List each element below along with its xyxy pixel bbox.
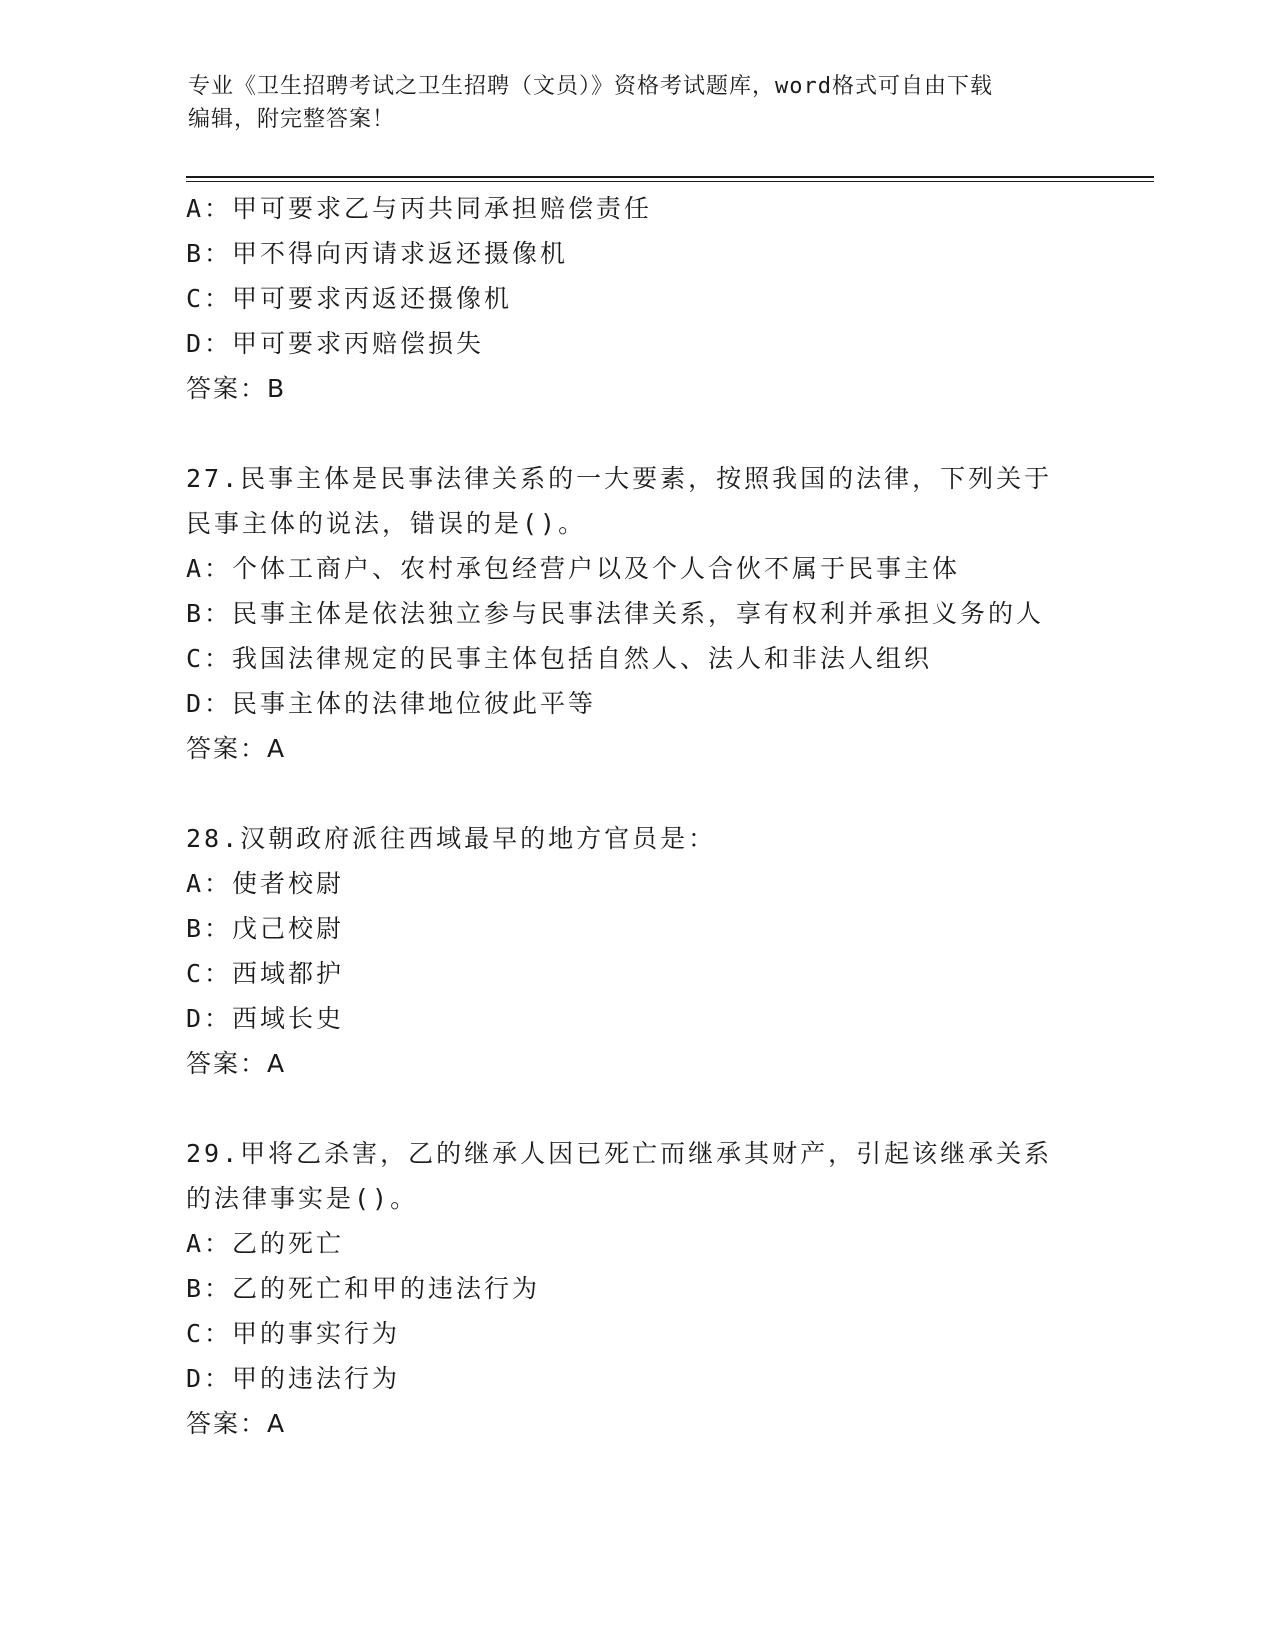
q27-option-d: D：民事主体的法律地位彼此平等: [186, 689, 597, 718]
header-divider-thin: [186, 181, 1154, 182]
q27-answer: 答案：A: [186, 734, 287, 763]
q28-option-b: B：戊己校尉: [186, 914, 345, 943]
q26-answer: 答案：B: [186, 374, 287, 403]
q26-option-b: B：甲不得向丙请求返还摄像机: [186, 239, 569, 268]
q28-option-d: D：西域长史: [186, 1004, 345, 1033]
q28-stem-line-1: 28.汉朝政府派往西域最早的地方官员是：: [186, 824, 717, 853]
q29-answer: 答案：A: [186, 1409, 287, 1438]
q27-stem-line-2: 民事主体的说法，错误的是()。: [186, 509, 587, 538]
q28-option-c: C：西域都护: [186, 959, 345, 988]
question-26: [186, 186, 1086, 411]
document-header: [188, 70, 1068, 136]
q27-option-c: C：我国法律规定的民事主体包括自然人、法人和非法人组织: [186, 644, 933, 673]
spacer: [186, 411, 1086, 456]
q29-stem-line-1: 29.甲将乙杀害，乙的继承人因已死亡而继承其财产，引起该继承关系: [186, 1139, 1053, 1168]
question-29: [186, 1131, 1086, 1446]
q29-option-b: B：乙的死亡和甲的违法行为: [186, 1274, 541, 1303]
spacer: [186, 771, 1086, 816]
header-line-1: 专业《卫生招聘考试之卫生招聘（文员）》资格考试题库，word格式可自由下载: [188, 74, 993, 99]
header-divider-thick: [186, 176, 1154, 178]
question-27: [186, 456, 1086, 771]
q27-option-b: B：民事主体是依法独立参与民事法律关系，享有权利并承担义务的人: [186, 599, 1045, 628]
q29-option-a: A：乙的死亡: [186, 1229, 345, 1258]
header-line-2: 编辑，附完整答案！: [188, 107, 396, 132]
q26-option-c: C：甲可要求丙返还摄像机: [186, 284, 513, 313]
q27-stem-line-1: 27.民事主体是民事法律关系的一大要素，按照我国的法律，下列关于: [186, 464, 1053, 493]
question-list: [186, 186, 1086, 1446]
q28-answer: 答案：A: [186, 1049, 287, 1078]
q29-option-c: C：甲的事实行为: [186, 1319, 401, 1348]
spacer: [186, 1086, 1086, 1131]
q29-option-d: D：甲的违法行为: [186, 1364, 401, 1393]
q26-option-d: D：甲可要求丙赔偿损失: [186, 329, 485, 358]
q28-option-a: A：使者校尉: [186, 869, 345, 898]
q27-option-a: A：个体工商户、农村承包经营户以及个人合伙不属于民事主体: [186, 554, 961, 583]
q26-option-a: A：甲可要求乙与丙共同承担赔偿责任: [186, 194, 653, 223]
question-28: [186, 816, 1086, 1086]
q29-stem-line-2: 的法律事实是()。: [186, 1184, 419, 1213]
